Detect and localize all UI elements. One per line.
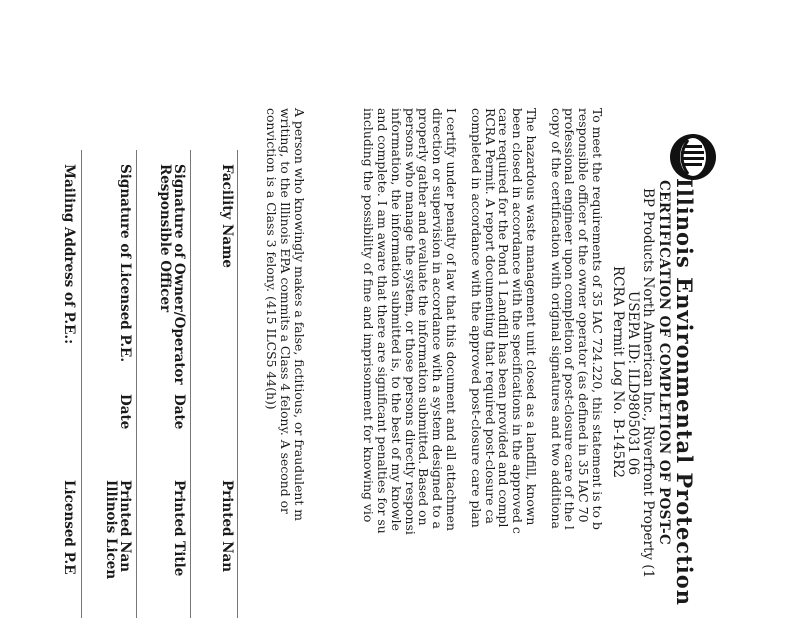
paragraph-line: I certify under penalty of law that this document and all attachmen [444,108,459,531]
usepa-id-line: USEPA ID: ILD9805031 06 [625,291,641,476]
paragraph-line: properly gather and evaluate the information submitted. Based on [416,108,432,526]
company-line: BP Products North American Inc., Riverfront Property (1 [640,188,656,579]
signature-line [237,150,238,618]
paragraph-line: including the possibility of fine and imprisonment for knowing vio [361,108,377,523]
paragraph-line: responsible officer of the owner operator (as defined in 35 IAC 70 [576,108,592,523]
paragraph-line: To meet the requirements of 35 IAC 724.220, this statement is to b [590,108,605,530]
signature-line [136,150,137,618]
paragraph-line: A person who knowingly makes a false, fictitious, or fraudulent m [292,108,307,522]
pe-signature-label: Signature of Licensed P.E. [117,164,133,363]
printed-title-label: Printed Title [171,480,187,577]
facility-name-label: Facility Name [219,164,235,268]
paragraph-line: professional engineer upon completion of post-closure care of the l [562,108,578,530]
paragraph-line: information, the information submitted is, to the best of my knowle [388,108,404,531]
signature-line [81,150,82,618]
certification-paragraph [361,108,458,535]
requirements-paragraph [549,108,604,530]
paragraph-line: conviction is a Class 3 felony. (415 ILCS5 44(h)) [264,108,280,410]
illinois-epa-logo [668,132,718,182]
paragraph-line: persons who manage the system, or those persons directly responsi [402,108,418,535]
mailing-address-label: Mailing Address of P.E.: [61,164,77,345]
paragraph-line: copy of the certification with original signatures and two additiona [548,108,564,529]
agency-title: Illinois Environmental Protection [672,178,697,607]
paragraph-line: direction or supervision in accordance with a system designed to a [430,108,446,529]
paragraph-line: and complete. I am aware that there are significant penalties for su [375,108,391,534]
printed-name-label: Printed Nan [219,480,235,573]
paragraph-line: been closed in accordance with the specifications in the approved c [510,108,526,534]
licensed-pe-label: Licensed P.E [61,480,77,575]
owner-date-label: Date [171,394,187,430]
responsible-officer-label: Responsible Officer [157,164,173,313]
paragraph-line: RCRA Permit. A report documenting that required post-closure ca [482,108,498,524]
paragraph-line: completed in accordance with the approved post-closure care plan [468,108,484,528]
paragraph-line: care required for the Pond 1 Landfill has been provided and compl [496,108,512,528]
signature-line [190,150,191,618]
penalty-paragraph [265,108,306,521]
pe-date-label: Date [117,394,133,430]
landfill-paragraph [469,108,538,534]
permit-line: RCRA Permit Log No. B-145R2 [610,266,626,479]
paragraph-line: writing, to the Illinois EPA commits a Class 4 felony. A second or [278,108,294,514]
pe-printed-name-label: Printed Nan [117,480,133,573]
owner-signature-label: Signature of Owner/Operator [171,164,187,385]
document-title: CERTIFICATION OF COMPLETION OF POST-C [656,180,672,546]
illinois-license-label: Illinois Licen [103,480,119,580]
paragraph-line: The hazardous waste management unit closed as a landfill, known [524,108,539,526]
